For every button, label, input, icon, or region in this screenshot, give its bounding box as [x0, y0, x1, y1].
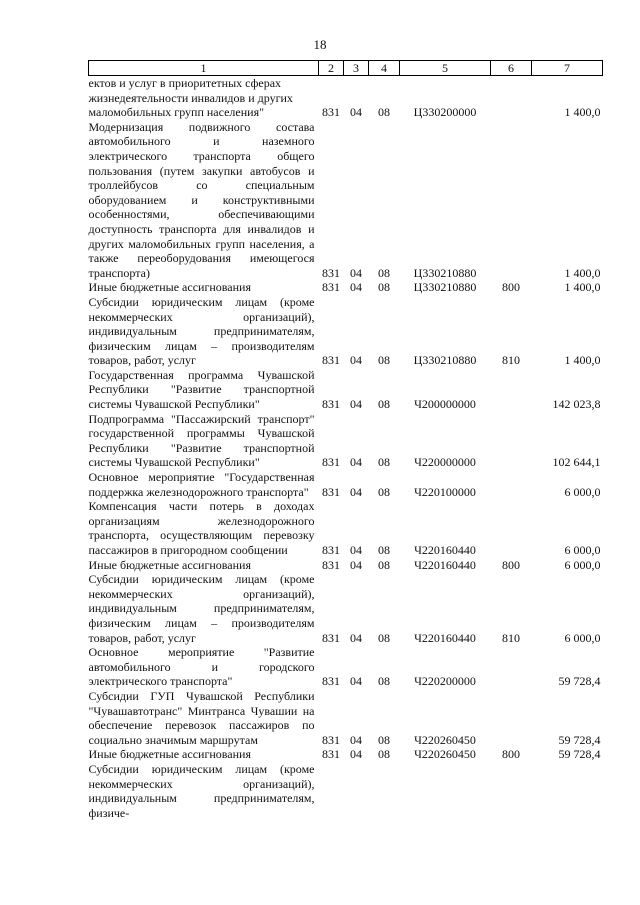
row-target-article: Ч220260450: [414, 732, 476, 747]
row-ministry-code: 831: [322, 455, 340, 470]
row-ministry-code: [319, 762, 344, 820]
row-subsection-code: 08: [378, 747, 390, 762]
row-subsection-code: 08: [378, 674, 390, 689]
row-target-article: Ц330210880: [413, 265, 477, 280]
row-ministry-code: 831: [322, 280, 340, 295]
row-description: Компенсация части потерь в доходах организациям железнодорожного транспорта, осуществляющим перевозку пассажиров в пригородном сообщении: [88, 499, 315, 557]
row-target-article: Ч220160440: [414, 630, 476, 645]
row-subsection-code: 08: [378, 397, 390, 412]
table-row: [89, 412, 603, 470]
row-subsection-code: [369, 762, 400, 820]
row-target-article: Ц330210880: [413, 280, 477, 295]
column-header: 3: [344, 61, 369, 76]
row-expense-type: 800: [502, 557, 520, 572]
row-description: Основное мероприятие "Развитие автомобильного и городского электрического транспорта": [88, 645, 315, 689]
row-ministry-code: 831: [322, 353, 340, 368]
table-row: [89, 295, 603, 368]
row-description: Субсидии юридическим лицам (кроме некоммерческих организаций), индивидуальным предпринимателям, физиче-: [88, 761, 315, 820]
table-row: [89, 368, 603, 412]
row-amount: 59 728,4: [558, 747, 601, 762]
column-header: 2: [319, 61, 344, 76]
row-expense-type: 810: [502, 630, 520, 645]
row-expense-type: [491, 689, 532, 747]
row-expense-type: [491, 412, 532, 470]
row-subsection-code: 08: [378, 353, 390, 368]
row-section-code: 04: [350, 280, 362, 295]
column-header: 4: [369, 61, 400, 76]
row-subsection-code: 08: [378, 630, 390, 645]
row-target-article: Ц330200000: [413, 105, 477, 120]
row-description: Модернизация подвижного состава автомобильного и наземного электрического транспорта общего пользования (путем закупки автобусов и троллейбусов со специальным оборудованием и конструктивными особенностями, обеспечивающими доступность транспорта для инвалидов и других маломобильных групп населения, а также переоборудования имеющегося транспорта): [88, 119, 315, 280]
row-section-code: 04: [350, 105, 362, 120]
row-amount: 142 023,8: [552, 397, 601, 412]
row-section-code: 04: [350, 747, 362, 762]
table-row: [89, 76, 603, 120]
row-ministry-code: 831: [322, 630, 340, 645]
row-target-article: Ч220000000: [414, 455, 476, 470]
row-expense-type: [491, 368, 532, 412]
row-expense-type: [491, 645, 532, 689]
table-row: [89, 499, 603, 557]
row-ministry-code: 831: [322, 105, 340, 120]
row-section-code: 04: [350, 455, 362, 470]
row-section-code: 04: [350, 630, 362, 645]
row-target-article: [400, 762, 491, 820]
row-ministry-code: 831: [322, 747, 340, 762]
row-expense-type: 800: [502, 747, 520, 762]
row-section-code: 04: [350, 674, 362, 689]
page-number: 18: [313, 37, 327, 52]
row-target-article: Ч200000000: [414, 397, 476, 412]
row-amount: 1 400,0: [564, 265, 601, 280]
row-target-article: Ч220100000: [414, 484, 476, 499]
table-header-row: [89, 61, 603, 76]
row-subsection-code: 08: [378, 484, 390, 499]
row-description: Подпрограмма "Пассажирский транспорт" государственной программы Чувашской Республики "Развитие транспортной системы Чувашской Республики": [88, 411, 315, 470]
row-amount: 1 400,0: [564, 105, 601, 120]
row-amount: 59 728,4: [558, 674, 601, 689]
row-description: Иные бюджетные ассигнования: [88, 557, 251, 572]
row-target-article: Ц330210880: [413, 353, 477, 368]
row-description: ектов и услуг в приоритетных сферах жизнедеятельности инвалидов и других маломобильных групп населения": [88, 76, 293, 120]
row-section-code: 04: [350, 732, 362, 747]
row-description: Иные бюджетные ассигнования: [88, 280, 251, 295]
row-ministry-code: 831: [322, 543, 340, 557]
row-amount: [532, 762, 603, 820]
row-description: Иные бюджетные ассигнования: [88, 747, 251, 762]
row-ministry-code: 831: [322, 265, 340, 280]
row-description: Субсидии юридическим лицам (кроме некоммерческих организаций), индивидуальным предпринимателям, физическим лицам – производителям товаров, работ, услуг: [88, 572, 315, 645]
column-header: 5: [400, 61, 491, 76]
row-amount: 1 400,0: [564, 280, 601, 295]
row-amount: 102 644,1: [552, 455, 601, 470]
row-expense-type: [491, 762, 532, 820]
table-row: [89, 762, 603, 820]
table-row: [89, 572, 603, 645]
row-target-article: Ч220160440: [414, 557, 476, 572]
row-description: Субсидии юридическим лицам (кроме некоммерческих организаций), индивидуальным предпринимателям, физическим лицам – производителям товаров, работ, услуг: [88, 294, 315, 368]
row-target-article: Ч220160440: [414, 543, 476, 557]
row-amount: 59 728,4: [558, 732, 601, 747]
row-expense-type: 810: [502, 353, 520, 368]
table-row: [89, 120, 603, 281]
row-subsection-code: 08: [378, 732, 390, 747]
row-amount: 1 400,0: [564, 353, 601, 368]
row-ministry-code: 831: [322, 674, 340, 689]
row-ministry-code: 831: [322, 732, 340, 747]
row-description: Основное мероприятие "Государственная поддержка железнодорожного транспорта": [88, 470, 315, 499]
table-row: [89, 470, 603, 499]
row-amount: 6 000,0: [564, 557, 601, 572]
budget-table: [88, 60, 603, 820]
row-expense-type: [491, 76, 532, 120]
row-expense-type: [491, 470, 532, 499]
column-header: 1: [89, 61, 319, 76]
row-ministry-code: 831: [322, 397, 340, 412]
row-amount: 6 000,0: [564, 630, 601, 645]
row-subsection-code: 08: [378, 280, 390, 295]
row-description: Государственная программа Чувашской Республики "Развитие транспортной системы Чувашской Республики": [88, 367, 315, 412]
row-ministry-code: 831: [322, 484, 340, 499]
row-section-code: 04: [350, 484, 362, 499]
table-row: [89, 689, 603, 747]
row-subsection-code: 08: [378, 105, 390, 120]
row-section-code: 04: [350, 353, 362, 368]
row-section-code: 04: [350, 397, 362, 412]
row-expense-type: 800: [502, 280, 520, 295]
row-subsection-code: 08: [378, 557, 390, 572]
row-section-code: 04: [350, 557, 362, 572]
row-target-article: Ч220260450: [414, 747, 476, 762]
row-amount: 6 000,0: [564, 484, 601, 499]
table-row: [89, 645, 603, 689]
row-subsection-code: 08: [378, 265, 390, 280]
row-section-code: 04: [350, 543, 362, 557]
column-header: 7: [532, 61, 603, 76]
row-ministry-code: 831: [322, 557, 340, 572]
row-description: Субсидии ГУП Чувашской Республики "Чувашавтотранс" Минтранса Чувашии на обеспечение перевозок пассажиров по социально значимым маршрутам: [88, 688, 315, 747]
row-section-code: 04: [350, 265, 362, 280]
row-amount: 6 000,0: [564, 543, 601, 557]
table-row: [89, 747, 603, 762]
table-row: [89, 280, 603, 295]
row-subsection-code: 08: [378, 543, 390, 557]
row-target-article: Ч220200000: [414, 674, 476, 689]
row-subsection-code: 08: [378, 455, 390, 470]
column-header: 6: [491, 61, 532, 76]
table-row: [89, 558, 603, 573]
row-expense-type: [491, 120, 532, 281]
row-expense-type: [491, 499, 532, 557]
row-section-code: [344, 762, 369, 820]
